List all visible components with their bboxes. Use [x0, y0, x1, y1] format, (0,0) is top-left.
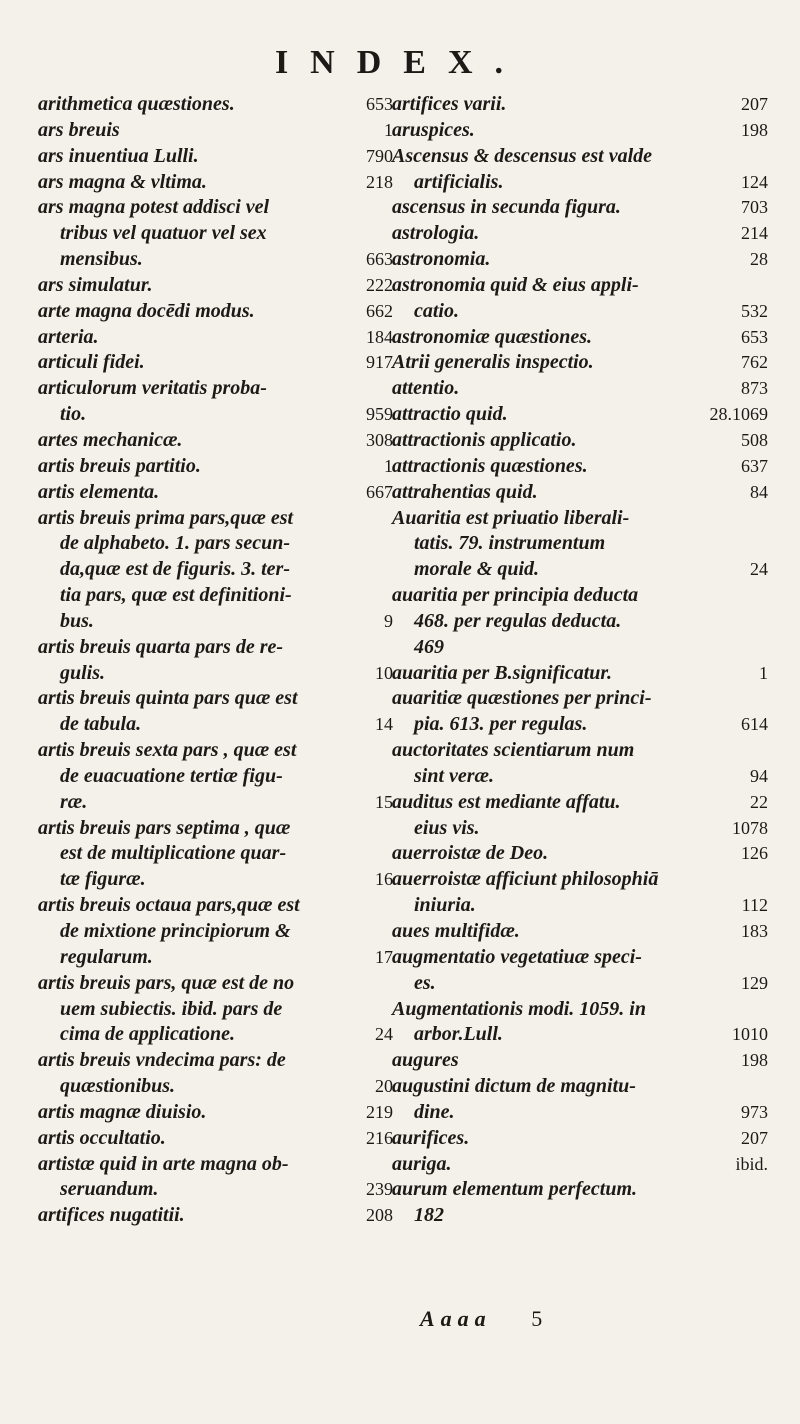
- index-entry: [38, 816, 393, 842]
- entry-page-number: 22: [750, 791, 768, 812]
- index-entry: [38, 299, 393, 325]
- entry-page-number: 184: [366, 326, 393, 347]
- index-entry: [38, 247, 393, 273]
- entry-text: auaritiæ quæstiones per princi-: [392, 687, 652, 710]
- entry-text: auditus est mediante affatu.: [392, 790, 621, 813]
- entry-text: astronomiæ quæstiones.: [392, 325, 593, 348]
- entry-text: auaritia per B.significatur.: [392, 661, 613, 684]
- entry-text: Atrii generalis inspectio.: [392, 351, 594, 374]
- index-entry: [392, 531, 768, 557]
- entry-page-number: 614: [741, 714, 768, 735]
- entry-page-number: 207: [741, 1127, 768, 1148]
- entry-text: arbor.Lull.: [414, 1023, 503, 1046]
- entry-text: Ascensus & descensus est valde: [392, 144, 652, 167]
- index-entry: [392, 1177, 768, 1203]
- index-entry: [392, 945, 768, 971]
- index-entry: [392, 867, 768, 893]
- index-entry: [392, 764, 768, 790]
- index-entry: [392, 1152, 768, 1178]
- entry-text: artifices varii.: [392, 93, 507, 115]
- index-entry: [38, 531, 393, 557]
- index-entry: [38, 144, 393, 170]
- entry-page-number: 15: [375, 791, 393, 812]
- entry-page-number: 663: [366, 249, 393, 270]
- index-entry: [392, 997, 768, 1023]
- entry-page-number: 16: [375, 869, 393, 890]
- entry-page-number: 17: [375, 946, 393, 967]
- entry-page-number: 222: [366, 274, 393, 295]
- entry-text: Auaritia est priuatio liberali-: [392, 506, 630, 529]
- entry-text: artis breuis pars, quæ est de no: [38, 971, 295, 994]
- entry-text: mensibus.: [60, 248, 143, 271]
- entry-page-number: 637: [741, 455, 768, 476]
- index-entry: [392, 661, 768, 687]
- index-entry: [392, 376, 768, 402]
- entry-page-number: 198: [741, 119, 768, 140]
- index-entry: [38, 945, 393, 971]
- entry-text: artis breuis quarta pars de re-: [38, 635, 284, 658]
- index-entry: [38, 1126, 393, 1152]
- entry-text: artis breuis prima pars,quæ est: [38, 506, 294, 529]
- entry-page-number: 10: [375, 662, 393, 683]
- entry-text: artis elementa.: [38, 480, 160, 503]
- index-entry: [392, 557, 768, 583]
- entry-text: ars magna potest addisci vel: [38, 196, 270, 219]
- entry-text: tribus vel quatuor vel sex: [60, 222, 267, 245]
- entry-text: sint veræ.: [414, 764, 494, 787]
- entry-text: augures: [392, 1049, 459, 1072]
- index-entry: [38, 893, 393, 919]
- entry-text: ræ.: [60, 790, 88, 813]
- index-entry: [392, 635, 768, 661]
- index-entry: [38, 273, 393, 299]
- entry-text: attractionis quæstiones.: [392, 454, 588, 477]
- entry-text: iniuria.: [414, 894, 476, 917]
- entry-text: artis breuis partitio.: [38, 454, 201, 477]
- entry-page-number: 1010: [732, 1024, 768, 1045]
- entry-page-number: 84: [750, 481, 768, 502]
- entry-text: artes mechanicæ.: [38, 428, 183, 451]
- entry-page-number: 653: [741, 326, 768, 347]
- entry-text: artis breuis quinta pars quæ est: [38, 687, 298, 710]
- index-entry: [38, 557, 393, 583]
- index-entry: [392, 506, 768, 532]
- index-entry: [392, 428, 768, 454]
- entry-text: articulorum veritatis proba-: [38, 377, 267, 400]
- entry-page-number: 662: [366, 300, 393, 321]
- entry-text: bus.: [60, 609, 94, 632]
- entry-page-number: 1: [384, 119, 393, 140]
- index-entry: [38, 997, 393, 1023]
- entry-page-number: 216: [366, 1127, 393, 1148]
- entry-text: attractionis applicatio.: [392, 428, 577, 451]
- entry-text: quæstionibus.: [60, 1075, 176, 1098]
- entry-page-number: 1: [384, 455, 393, 476]
- entry-text: auriga.: [392, 1152, 452, 1175]
- index-entry: [392, 1203, 768, 1229]
- index-entry: [392, 299, 768, 325]
- entry-text: artificialis.: [414, 170, 504, 193]
- index-entry: [392, 1048, 768, 1074]
- index-entry: [38, 738, 393, 764]
- index-entry: [38, 325, 393, 351]
- index-entry: [38, 480, 393, 506]
- index-entry: [38, 350, 393, 376]
- entry-page-number: 28: [750, 249, 768, 270]
- entry-page-number: 24: [750, 559, 768, 580]
- entry-page-number: 532: [741, 300, 768, 321]
- index-entry: [38, 1177, 393, 1203]
- entry-text: cima de applicatione.: [60, 1023, 235, 1046]
- entry-text: seruandum.: [60, 1178, 159, 1201]
- entry-text: de alphabeto. 1. pars secun-: [60, 532, 290, 555]
- index-entry: [392, 1022, 768, 1048]
- index-entry: [38, 402, 393, 428]
- entry-text: attrahentias quid.: [392, 480, 538, 503]
- entry-text: astronomia quid & eius appli-: [392, 273, 639, 296]
- entry-page-number: 9: [384, 610, 393, 631]
- index-entry: [392, 738, 768, 764]
- entry-text: artifices nugatitii.: [38, 1204, 185, 1227]
- entry-text: artis breuis vndecima pars: de: [38, 1049, 286, 1072]
- entry-text: pia. 613. per regulas.: [414, 713, 588, 736]
- entry-text: ascensus in secunda figura.: [392, 196, 621, 219]
- entry-text: articuli fidei.: [38, 351, 145, 374]
- entry-page-number: 94: [750, 765, 768, 786]
- index-entry: [38, 712, 393, 738]
- entry-text: arteria.: [38, 325, 99, 348]
- index-entry: [38, 170, 393, 196]
- entry-text: catio.: [414, 299, 459, 322]
- entry-page-number: 28.1069: [709, 404, 768, 425]
- entry-text: auctoritates scientiarum num: [392, 739, 635, 762]
- entry-text: est de multiplicatione quar-: [60, 842, 287, 865]
- entry-text: attentio.: [392, 377, 460, 400]
- entry-page-number: 667: [366, 481, 393, 502]
- index-entry: [38, 1022, 393, 1048]
- index-entry: [38, 428, 393, 454]
- index-entry: [38, 1152, 393, 1178]
- catchword-line: [420, 1306, 548, 1332]
- entry-text: aurifices.: [392, 1126, 470, 1149]
- entry-text: regularum.: [60, 945, 153, 968]
- entry-page-number: 218: [366, 171, 393, 192]
- index-entry: [392, 686, 768, 712]
- entry-text: tio.: [60, 403, 87, 426]
- entry-text: auerroistæ afficiunt philosophiā: [392, 868, 659, 891]
- index-entry: [38, 609, 393, 635]
- entry-page-number: 973: [741, 1101, 768, 1122]
- index-entry: [38, 118, 393, 144]
- index-entry: [392, 1100, 768, 1126]
- entry-page-number: 508: [741, 429, 768, 450]
- entry-page-number: 873: [741, 378, 768, 399]
- entry-page-number: 790: [366, 145, 393, 166]
- entry-text: da,quæ est de figuris. 3. ter-: [60, 558, 290, 581]
- entry-page-number: 20: [375, 1076, 393, 1097]
- entry-page-number: 129: [741, 972, 768, 993]
- entry-text: morale & quid.: [414, 558, 540, 581]
- index-entry: [392, 893, 768, 919]
- entry-text: ars breuis: [38, 118, 120, 141]
- index-entry: [392, 118, 768, 144]
- entry-page-number: ibid.: [735, 1153, 768, 1174]
- index-entry: [392, 92, 768, 118]
- entry-page-number: 198: [741, 1050, 768, 1071]
- entry-text: 469: [414, 635, 444, 658]
- index-entry: [38, 867, 393, 893]
- index-entry: [392, 712, 768, 738]
- index-entry: [392, 480, 768, 506]
- entry-text: artis magnæ diuisio.: [38, 1100, 207, 1123]
- index-entry: [38, 841, 393, 867]
- index-entry: [38, 454, 393, 480]
- index-entry: [392, 402, 768, 428]
- index-entry: [38, 635, 393, 661]
- index-entry: [38, 92, 393, 118]
- index-entry: [38, 661, 393, 687]
- entry-text: aruspices.: [392, 118, 475, 141]
- entry-text: tia pars, quæ est definitioni-: [60, 584, 292, 607]
- entry-text: astrologia.: [392, 222, 480, 245]
- entry-text: de tabula.: [60, 713, 142, 736]
- index-entry: [392, 841, 768, 867]
- index-entry: [392, 221, 768, 247]
- entry-text: artis breuis octaua pars,quæ est: [38, 894, 300, 917]
- entry-page-number: 653: [366, 94, 393, 114]
- entry-page-number: 214: [741, 223, 768, 244]
- index-entry: [38, 195, 393, 221]
- entry-page-number: 703: [741, 197, 768, 218]
- index-entry: [392, 816, 768, 842]
- index-entry: [38, 919, 393, 945]
- index-entry: [38, 764, 393, 790]
- index-entry: [392, 144, 768, 170]
- index-entry: [392, 609, 768, 635]
- index-entry: [392, 195, 768, 221]
- entry-text: augustini dictum de magnitu-: [392, 1075, 636, 1098]
- index-entry: [38, 686, 393, 712]
- catchword: Aaaa: [420, 1306, 492, 1331]
- entry-text: attractio quid.: [392, 403, 508, 426]
- entry-text: ars simulatur.: [38, 273, 153, 296]
- entry-text: artis breuis pars septima , quæ: [38, 816, 291, 839]
- index-entry: [392, 454, 768, 480]
- entry-page-number: 239: [366, 1179, 393, 1200]
- entry-text: astronomia.: [392, 248, 491, 271]
- entry-page-number: 183: [741, 921, 768, 941]
- entry-text: 468. per regulas deducta.: [414, 609, 622, 632]
- entry-text: artis breuis sexta pars , quæ est: [38, 739, 297, 762]
- index-entry: [38, 971, 393, 997]
- index-entry: [38, 790, 393, 816]
- entry-text: artis occultatio.: [38, 1126, 166, 1149]
- entry-page-number: 112: [741, 895, 768, 916]
- page-title: INDEX.: [274, 44, 526, 81]
- entry-text: dine.: [414, 1100, 455, 1123]
- entry-page-number: 959: [366, 404, 393, 425]
- index-entry: [38, 1048, 393, 1074]
- entry-text: arithmetica quæstiones.: [38, 93, 235, 115]
- entry-text: tatis. 79. instrumentum: [414, 532, 606, 555]
- index-entry: [392, 1074, 768, 1100]
- right-column: [392, 92, 768, 1229]
- entry-text: Augmentationis modi. 1059. in: [392, 997, 646, 1020]
- entry-text: de mixtione principiorum &: [60, 920, 291, 942]
- index-entry: [392, 247, 768, 273]
- index-entry: [38, 1203, 393, 1229]
- index-entry: [38, 1074, 393, 1100]
- index-entry: [392, 971, 768, 997]
- entry-text: tæ figuræ.: [60, 868, 146, 891]
- entry-page-number: 917: [366, 352, 393, 373]
- signature-mark: 5: [531, 1306, 549, 1331]
- entry-text: artistæ quid in arte magna ob-: [38, 1152, 289, 1175]
- entry-page-number: 124: [741, 171, 768, 192]
- entry-page-number: 207: [741, 94, 768, 114]
- entry-page-number: 208: [366, 1205, 393, 1226]
- index-entry: [38, 506, 393, 532]
- entry-page-number: 24: [375, 1024, 393, 1045]
- left-column: [38, 92, 393, 1229]
- entry-page-number: 1078: [732, 817, 768, 838]
- entry-page-number: 219: [366, 1101, 393, 1122]
- entry-text: arte magna docēdi modus.: [38, 299, 255, 322]
- index-entry: [392, 325, 768, 351]
- entry-page-number: 1: [759, 662, 768, 683]
- entry-text: aurum elementum perfectum.: [392, 1178, 637, 1201]
- entry-text: augmentatio vegetatiuæ speci-: [392, 945, 642, 968]
- index-entry: [38, 221, 393, 247]
- entry-text: gulis.: [60, 661, 106, 684]
- index-entry: [38, 376, 393, 402]
- entry-text: uem subiectis. ibid. pars de: [60, 997, 283, 1020]
- entry-page-number: 126: [741, 843, 768, 864]
- index-entry: [392, 273, 768, 299]
- entry-page-number: 14: [375, 714, 393, 735]
- entry-text: aues multifidæ.: [392, 920, 520, 942]
- entry-text: eius vis.: [414, 816, 480, 839]
- entry-text: auerroistæ de Deo.: [392, 842, 549, 865]
- index-entry: [38, 1100, 393, 1126]
- entry-page-number: 762: [741, 352, 768, 373]
- entry-text: de euacuatione tertiæ figu-: [60, 764, 283, 787]
- index-entry: [392, 170, 768, 196]
- entry-page-number: 308: [366, 429, 393, 450]
- entry-text: auaritia per principia deducta: [392, 584, 639, 607]
- entry-text: 182: [414, 1204, 444, 1227]
- index-entry: [392, 1126, 768, 1152]
- index-entry: [392, 583, 768, 609]
- entry-text: ars magna & vltima.: [38, 170, 207, 193]
- entry-text: ars inuentiua Lulli.: [38, 144, 199, 167]
- index-entry: [392, 919, 768, 945]
- index-entry: [392, 350, 768, 376]
- entry-text: es.: [414, 971, 436, 994]
- index-entry: [392, 790, 768, 816]
- index-entry: [38, 583, 393, 609]
